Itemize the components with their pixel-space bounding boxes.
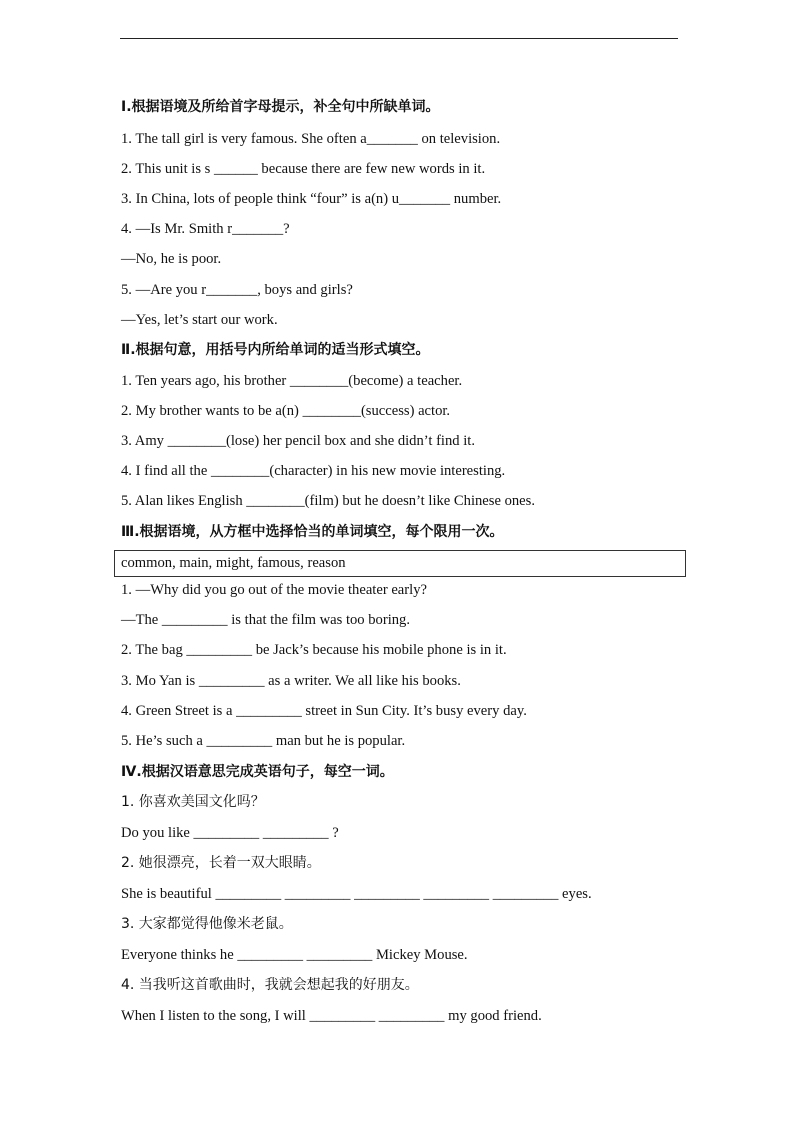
- s1-line-5: —No, he is poor.: [121, 251, 222, 267]
- s2-line-5: 5. Alan likes English ________(film) but he doesn’t like Chinese ones.: [121, 493, 535, 509]
- s4-line-6: Everyone thinks he _________ _________ Mickey Mouse.: [121, 947, 468, 963]
- word-box: [114, 550, 686, 577]
- s4-line-3: 2. 她很漂亮，长着一双大眼睛。: [121, 855, 321, 871]
- s4-line-1: 1. 你喜欢美国文化吗？: [121, 794, 265, 810]
- s2-line-3: 3. Amy ________(lose) her pencil box and she didn’t find it.: [121, 433, 475, 449]
- header-rule: [120, 38, 678, 39]
- s2-line-1: 1. Ten years ago, his brother ________(become) a teacher.: [121, 373, 463, 389]
- s3-line-1: 1. —Why did you go out of the movie theater early?: [121, 582, 427, 598]
- s3-line-4: 3. Mo Yan is _________ as a writer. We all like his books.: [121, 673, 461, 689]
- s4-line-7: 4. 当我听这首歌曲时，我就会想起我的好朋友。: [121, 977, 419, 993]
- section-4-heading: Ⅳ.根据汉语意思完成英语句子，每空一词。: [121, 764, 394, 780]
- section-3-heading: Ⅲ.根据语境，从方框中选择恰当的单词填空，每个限用一次。: [121, 524, 504, 540]
- s1-line-2: 2. This unit is s ______ because there are few new words in it.: [121, 161, 486, 177]
- s1-line-3: 3. In China, lots of people think “four” is a(n) u_______ number.: [121, 191, 502, 207]
- s3-line-6: 5. He’s such a _________ man but he is popular.: [121, 733, 406, 749]
- s1-line-4: 4. —Is Mr. Smith r_______?: [121, 221, 290, 237]
- s1-line-6: 5. —Are you r_______, boys and girls?: [121, 282, 353, 298]
- section-2-heading: Ⅱ.根据句意，用括号内所给单词的适当形式填空。: [121, 342, 430, 358]
- s3-line-3: 2. The bag _________ be Jack’s because his mobile phone is in it.: [121, 642, 507, 658]
- section-1-heading: Ⅰ.根据语境及所给首字母提示，补全句中所缺单词。: [121, 99, 440, 115]
- s2-line-4: 4. I find all the ________(character) in his new movie interesting.: [121, 463, 506, 479]
- word-box-text: common, main, might, famous, reason: [121, 555, 346, 571]
- s4-line-4: She is beautiful _________ _________ _________ _________ _________ eyes.: [121, 886, 592, 902]
- s1-line-1: 1. The tall girl is very famous. She often a_______ on television.: [121, 131, 501, 147]
- s1-line-7: —Yes, let’s start our work.: [121, 312, 278, 328]
- s4-line-5: 3. 大家都觉得他像米老鼠。: [121, 916, 293, 932]
- s2-line-2: 2. My brother wants to be a(n) ________(success) actor.: [121, 403, 451, 419]
- s4-line-2: Do you like _________ _________ ?: [121, 825, 339, 841]
- s3-line-5: 4. Green Street is a _________ street in Sun City. It’s busy every day.: [121, 703, 527, 719]
- s3-line-2: —The _________ is that the film was too boring.: [121, 612, 411, 628]
- s4-line-8: When I listen to the song, I will _________ _________ my good friend.: [121, 1008, 542, 1024]
